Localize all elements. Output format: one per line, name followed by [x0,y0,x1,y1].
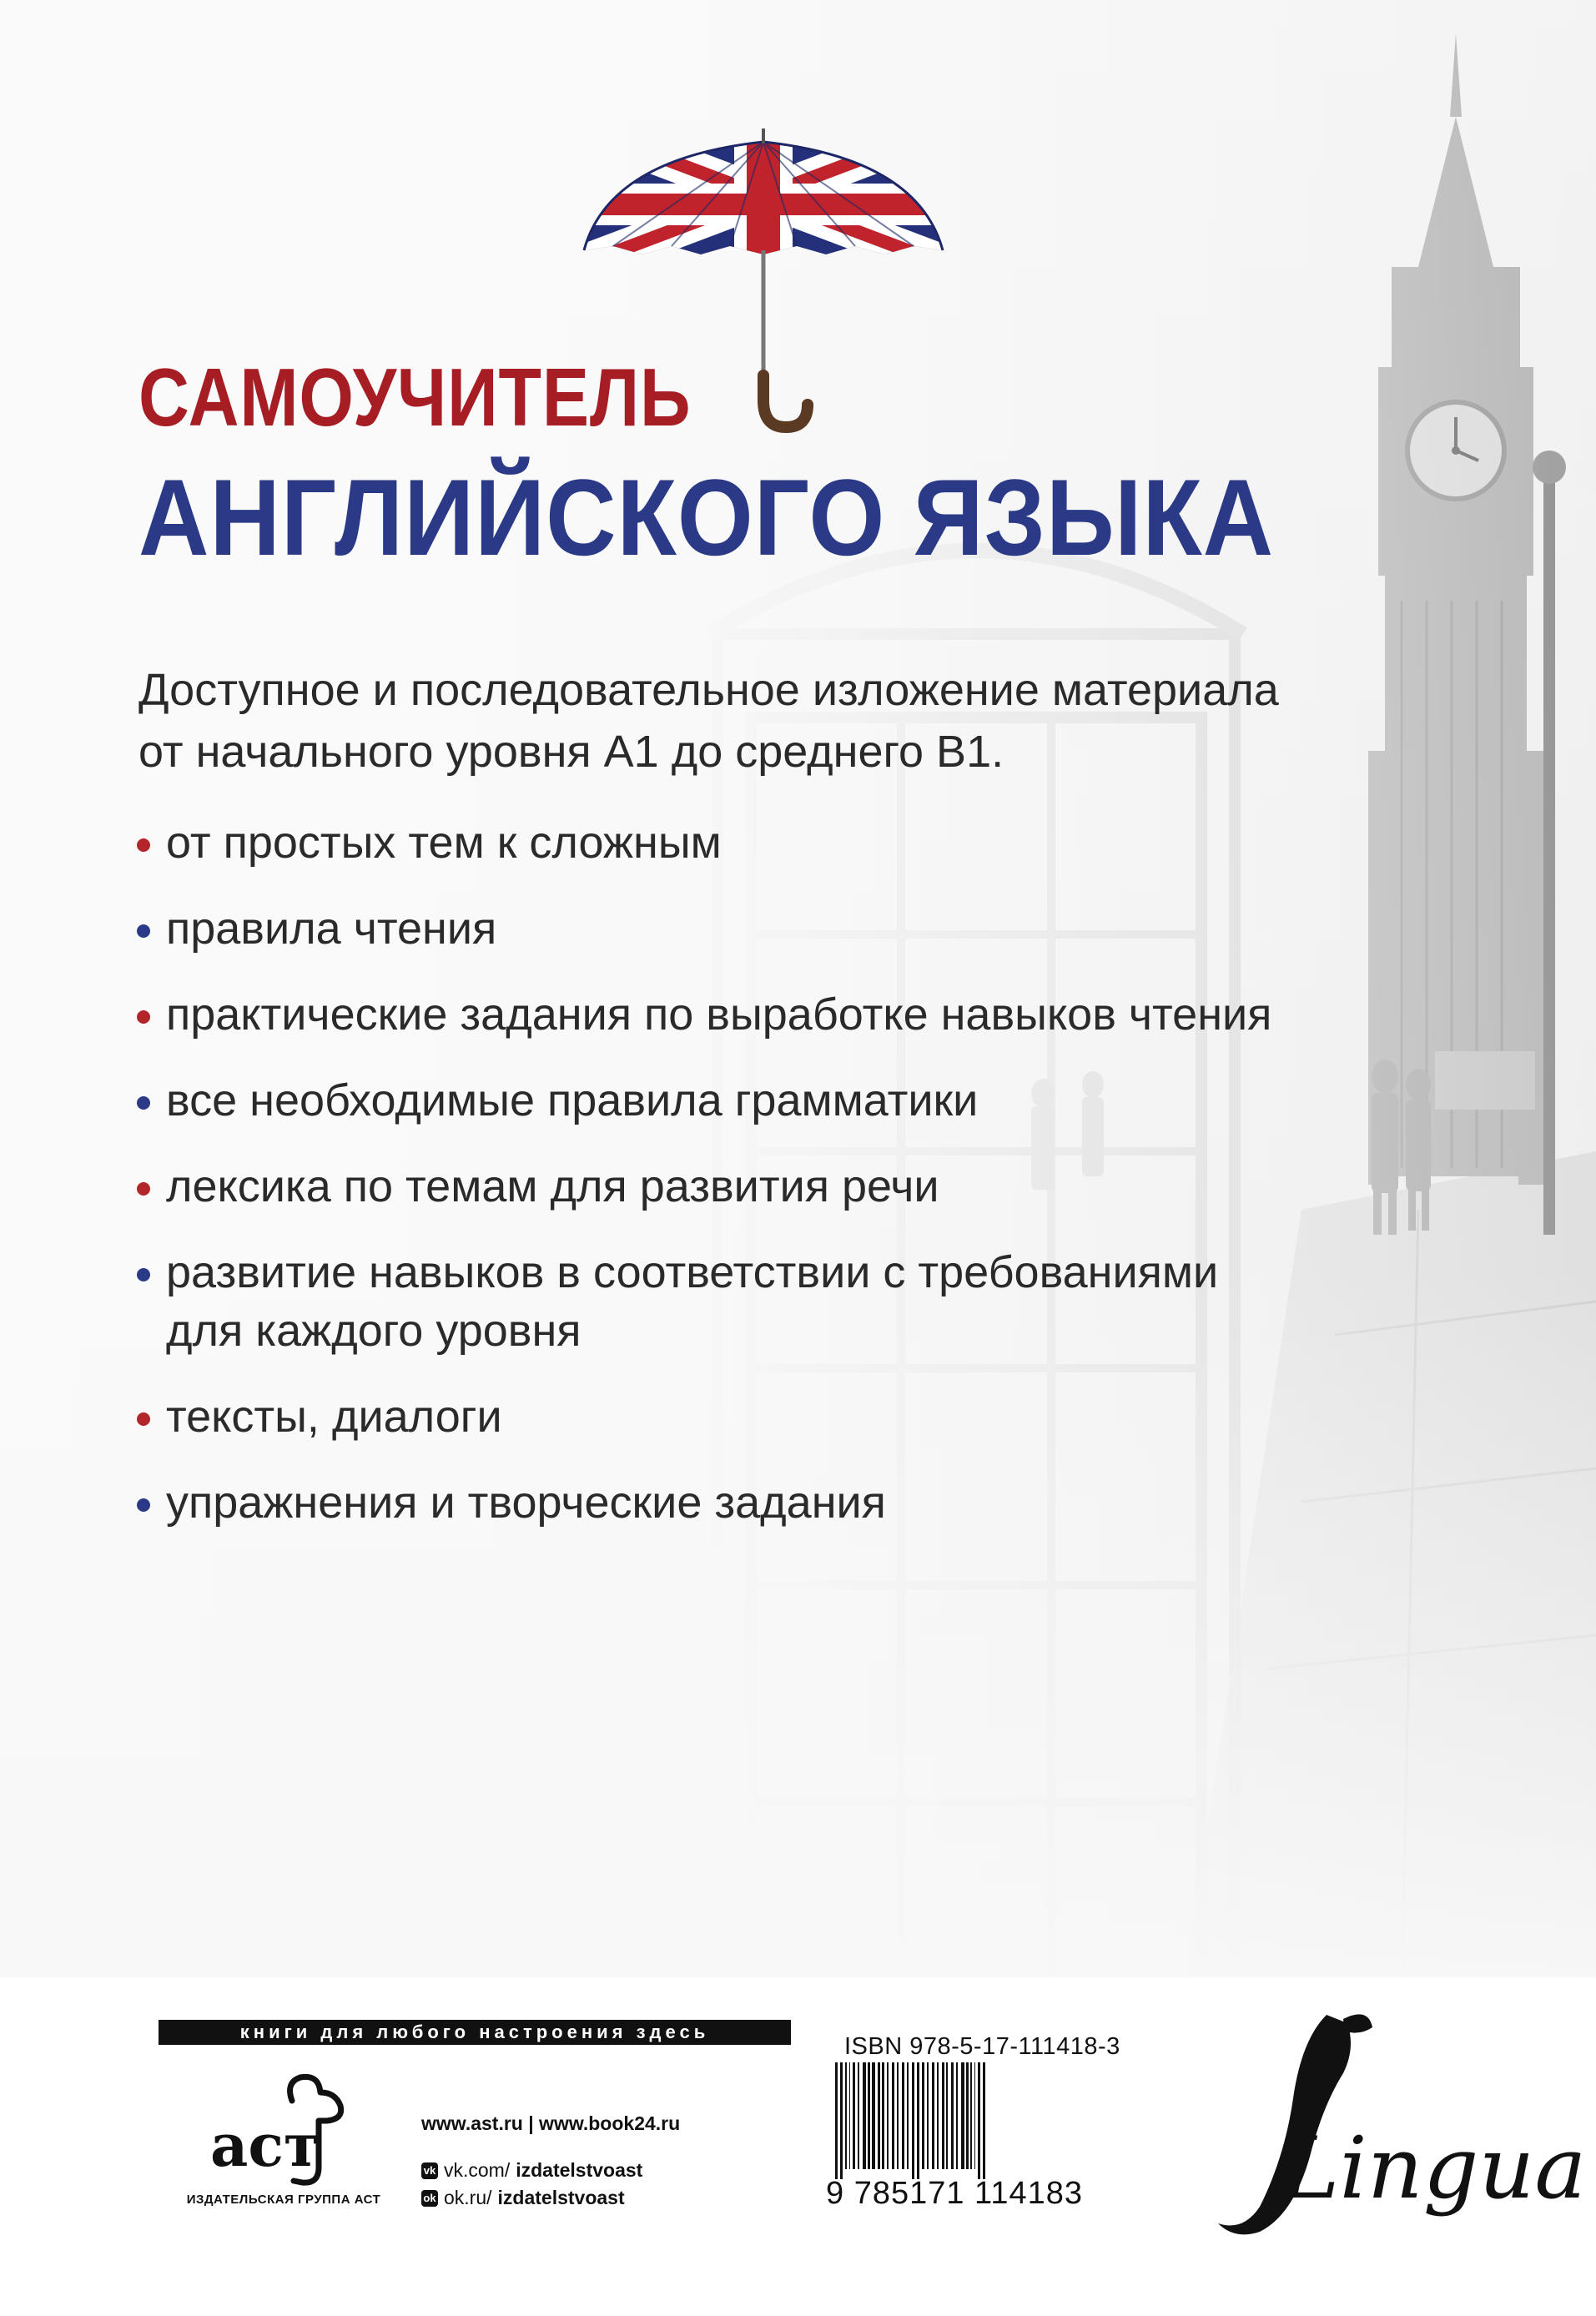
feature-item: все необходимые правила грамматики [135,1071,1345,1130]
vk-icon: vk [421,2162,438,2179]
website-links[interactable]: www.ast.ru | www.book24.ru [421,2112,681,2134]
barcode-bar [942,2062,944,2169]
ok-icon: ok [421,2190,438,2207]
barcode-digits: 9 785171 114183 [826,2176,1084,2211]
barcode-bar [849,2062,850,2169]
barcode-bar [902,2062,904,2169]
social-handle: izdatelstvoast [516,2159,643,2181]
barcode-bar [892,2062,894,2169]
social-prefix: vk.com/ [444,2159,511,2181]
barcode-bar [966,2062,969,2169]
barcode-bar [882,2062,884,2169]
intro-line-2: от начального уровня А1 до среднего В1. [138,727,1004,777]
barcode-bar [978,2062,980,2179]
social-prefix: ok.ru/ [444,2187,492,2208]
feature-item: от простых тем к сложным [135,813,1345,872]
barcode-bar [927,2062,929,2169]
feature-item: развитие навыков в соответствии с требованиями для каждого уровня [135,1243,1345,1360]
feature-item: лексика по темам для развития речи [135,1157,1345,1216]
barcode-bar [961,2062,964,2169]
barcode-bar [912,2062,914,2179]
intro-paragraph [138,659,1307,783]
slogan-bar: книги для любого настроения здесь [159,2020,791,2045]
barcode-bar [937,2062,939,2169]
barcode-bar [887,2062,889,2169]
barcode-bar [974,2062,975,2169]
bullet-icon [137,838,150,852]
bullet-icon [137,1096,150,1110]
social-link-ok[interactable] [421,2184,642,2212]
barcode-bar [853,2062,855,2169]
barcode-bar [917,2062,919,2179]
barcode-bar [922,2062,924,2169]
bullet-icon [137,1182,150,1196]
barcode-bar [872,2062,875,2169]
barcode-bar [858,2062,859,2169]
barcode-bar [878,2062,880,2169]
barcode-bar [970,2062,972,2169]
barcode-bar [951,2062,954,2169]
title-line-1: САМОУЧИТЕЛЬ [138,351,692,443]
barcode-bar [983,2062,985,2179]
barcode-bar [835,2062,838,2179]
feature-list [135,813,1345,1559]
bullet-icon [137,1498,150,1512]
social-links [421,2157,642,2212]
bullet-icon [137,1268,150,1281]
social-handle: izdatelstvoast [497,2187,625,2208]
bullet-icon [137,1010,150,1024]
barcode-bar [845,2062,847,2169]
social-link-vk[interactable] [421,2157,642,2184]
barcode-bar [868,2062,870,2169]
isbn-label: ISBN 978-5-17-111418-3 [844,2033,1120,2060]
barcode-bar [946,2062,948,2169]
barcode-bar [897,2062,899,2169]
ast-logo-text: аст [210,2111,320,2180]
intro-line-1: Доступное и последовательное изложение материала [138,665,1279,715]
ast-publisher-logo [194,2067,360,2193]
feature-item: правила чтения [135,899,1345,958]
title-line-2: АНГЛИЙСКОГО ЯЗЫКА [138,456,1275,578]
lingua-logo-text: Lingua [1281,2119,1587,2218]
feature-item: практические задания по выработке навыков чтения [135,985,1345,1044]
barcode-bar [907,2062,909,2169]
barcode-bar [863,2062,866,2169]
feature-item: тексты, диалоги [135,1387,1345,1446]
barcode-icon [830,2062,1114,2179]
barcode-bar [932,2062,934,2169]
bullet-icon [137,1412,150,1426]
barcode-bar [840,2062,843,2179]
barcode-bar [956,2062,958,2169]
feature-item: упражнения и творческие задания [135,1473,1345,1532]
bullet-icon [137,924,150,938]
publisher-caption: ИЗДАТЕЛЬСКАЯ ГРУППА АСТ [186,2193,381,2207]
